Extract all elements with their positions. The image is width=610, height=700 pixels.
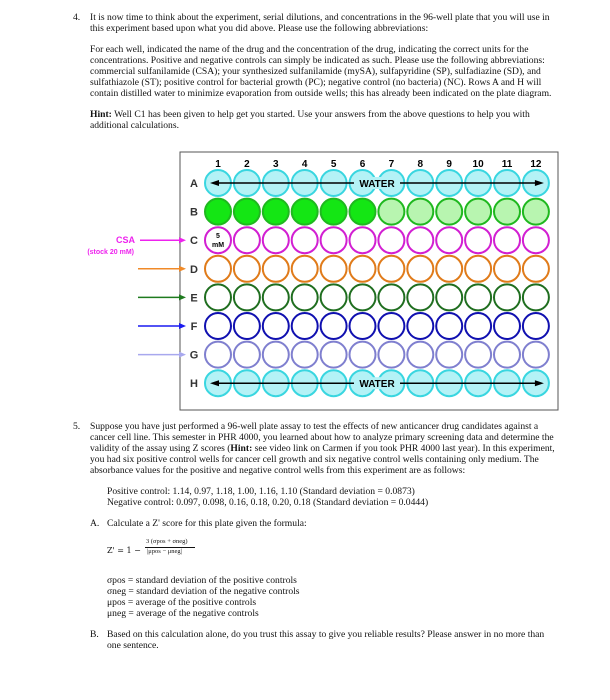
column-label: 7: [388, 159, 395, 170]
water-label: WATER: [359, 379, 395, 391]
well: [263, 342, 289, 368]
well: [205, 284, 231, 310]
well: [234, 256, 260, 282]
column-label: 8: [417, 159, 424, 170]
hint-label: Hint:: [90, 109, 112, 120]
q4-intro-line: It is now time to think about the experiment, serial dilutions, and concentrations in the 96-well plate that you will use in: [90, 12, 550, 23]
well: [234, 284, 260, 310]
positive-control-values: Positive control: 1.14, 0.97, 1.18, 1.00, 1.16, 1.10 (Standard deviation = 0.0873): [107, 486, 415, 497]
q4-intro-line: this experiment based upon what you did above. Please use the following abbreviations:: [90, 23, 429, 34]
well: [321, 199, 347, 225]
formula-lhs: Z' = 1 −: [107, 546, 141, 555]
well: [205, 342, 231, 368]
well: [205, 256, 231, 282]
row-label: A: [190, 178, 198, 190]
column-label: 4: [301, 159, 308, 170]
well: [378, 199, 404, 225]
column-label: 11: [501, 159, 513, 170]
well: [523, 256, 549, 282]
question-4-number: 4.: [73, 12, 81, 23]
q4-para-line: concentrations. Positive and negative controls can simply be indicated as such. Please use the following abbreviations:: [90, 55, 545, 66]
well: [407, 227, 433, 253]
q5-para-line: Suppose you have just performed a 96-well plate assay to test the effects of new anticancer drug candidates against a: [90, 421, 539, 432]
well: [523, 227, 549, 253]
well: [523, 313, 549, 339]
well: [436, 313, 462, 339]
row-label: B: [190, 206, 198, 219]
well: [234, 342, 260, 368]
csa-label: CSA: [115, 235, 135, 246]
q4-para-line: contain distilled water to minimize evaporation from outside wells; this has already been indicated on the plate diagram.: [90, 88, 552, 99]
well-c1-value: 5: [216, 233, 220, 241]
part-a-label: A.: [90, 518, 100, 529]
part-a-text: Calculate a Z' score for this plate given the formula:: [107, 518, 307, 529]
well: [205, 199, 231, 225]
q5-para-line: you had six positive control wells for cancer cell growth and six negative control wells containing only medium. The: [90, 454, 539, 465]
well: [378, 227, 404, 253]
q4-para-line: commercial sulfanilamide (CSA); your synthesized sulfanilamide (mySA), sulfapyridine (SP), sulfadiazine (SD), and: [90, 66, 541, 77]
well: [350, 256, 376, 282]
well: [263, 256, 289, 282]
definition-line: σneg = standard deviation of the negative controls: [107, 586, 300, 597]
part-b-text: one sentence.: [107, 640, 159, 651]
well: [523, 342, 549, 368]
hint-text: Well C1 has been given to help get you started. Use your answers from the above questions to help you with: [111, 109, 530, 120]
well: [321, 256, 347, 282]
formula-numerator: 3 (σpos + σneg): [146, 538, 188, 545]
well: [465, 227, 491, 253]
row-label: G: [189, 349, 199, 362]
csa-stock-label: (stock 20 mM): [87, 249, 134, 257]
row-label: F: [190, 321, 198, 333]
water-label: WATER: [359, 179, 395, 190]
well: [523, 199, 549, 225]
definition-line: μpos = average of the positive controls: [107, 597, 257, 608]
well: [321, 342, 347, 368]
well: [321, 284, 347, 310]
part-b-label: B.: [90, 629, 99, 640]
well: [465, 256, 491, 282]
well: [378, 284, 404, 310]
well: [234, 227, 260, 253]
well: [407, 284, 433, 310]
definition-line: μneg = average of the negative controls: [107, 608, 259, 619]
well: [234, 199, 260, 225]
column-label: 6: [359, 159, 366, 170]
well: [494, 199, 520, 225]
well: [350, 227, 376, 253]
column-label: 9: [446, 159, 452, 170]
well: [407, 342, 433, 368]
row-label: D: [190, 263, 198, 276]
well: [263, 313, 289, 339]
well: [494, 313, 520, 339]
well: [465, 342, 491, 368]
well: [465, 313, 491, 339]
well: [263, 199, 289, 225]
well: [436, 199, 462, 225]
well: [292, 199, 318, 225]
q4-hint-line: additional calculations.: [90, 120, 179, 131]
well: [263, 227, 289, 253]
hint-label: Hint:: [230, 443, 253, 454]
well: [436, 256, 462, 282]
row-label: C: [190, 235, 198, 248]
well: [378, 342, 404, 368]
well: [523, 284, 549, 310]
q5-para-line: cancer cell line. This semester in PHR 4000, you learned about how to analyze primary screening data and determine the: [90, 432, 554, 443]
well: [436, 227, 462, 253]
well: [350, 342, 376, 368]
well: [494, 227, 520, 253]
well: [321, 227, 347, 253]
well: [494, 342, 520, 368]
negative-control-values: Negative control: 0.097, 0.098, 0.16, 0.18, 0.20, 0.18 (Standard deviation = 0.0444): [107, 497, 429, 508]
column-label: 10: [472, 159, 484, 170]
well: [378, 256, 404, 282]
well: [407, 256, 433, 282]
well: [292, 256, 318, 282]
well: [321, 313, 347, 339]
row-label: H: [190, 378, 198, 391]
well: [494, 284, 520, 310]
column-label: 5: [330, 159, 337, 170]
formula-denominator: |μpos − μneg|: [147, 548, 182, 555]
well: [407, 313, 433, 339]
q4-para-line: For each well, indicated the name of the drug and the concentration of the drug, indicating the correct units for the: [90, 44, 529, 55]
well: [350, 199, 376, 225]
definition-line: σpos = standard deviation of the positive controls: [107, 575, 297, 586]
well: [494, 256, 520, 282]
column-label: 2: [244, 159, 250, 170]
q5-para-line: [90, 443, 555, 454]
well: [465, 199, 491, 225]
well: [205, 313, 231, 339]
question-5-number: 5.: [73, 421, 81, 432]
q5-text: validity of the assay using Z scores (: [90, 443, 231, 454]
well-c1-unit: mM: [211, 242, 225, 250]
well: [350, 284, 376, 310]
well: [436, 342, 462, 368]
column-label: 12: [530, 159, 542, 170]
column-label: 1: [215, 159, 221, 170]
q5-text: see video link on Carmen if you took PHR 4000 last year). In this experiment,: [252, 443, 555, 454]
well: [234, 313, 260, 339]
well: [292, 313, 318, 339]
well: [378, 313, 404, 339]
well: [292, 284, 318, 310]
well: [436, 284, 462, 310]
well: [292, 342, 318, 368]
row-label: E: [190, 292, 198, 305]
well: [350, 313, 376, 339]
q4-para-line: sulfathiazole (ST); positive control for bacterial growth (PC); negative control (no bacteria) (NC). Rows A and H will: [90, 77, 542, 88]
q5-para-line: absorbance values for the positive and negative control wells from this experiment are as follows:: [90, 465, 466, 476]
well: [292, 227, 318, 253]
well: [263, 284, 289, 310]
well: [465, 284, 491, 310]
part-b-text: Based on this calculation alone, do you trust this assay to give you reliable results? Please answer in no more than: [107, 629, 545, 640]
column-label: 3: [273, 159, 279, 170]
well: [407, 199, 433, 225]
